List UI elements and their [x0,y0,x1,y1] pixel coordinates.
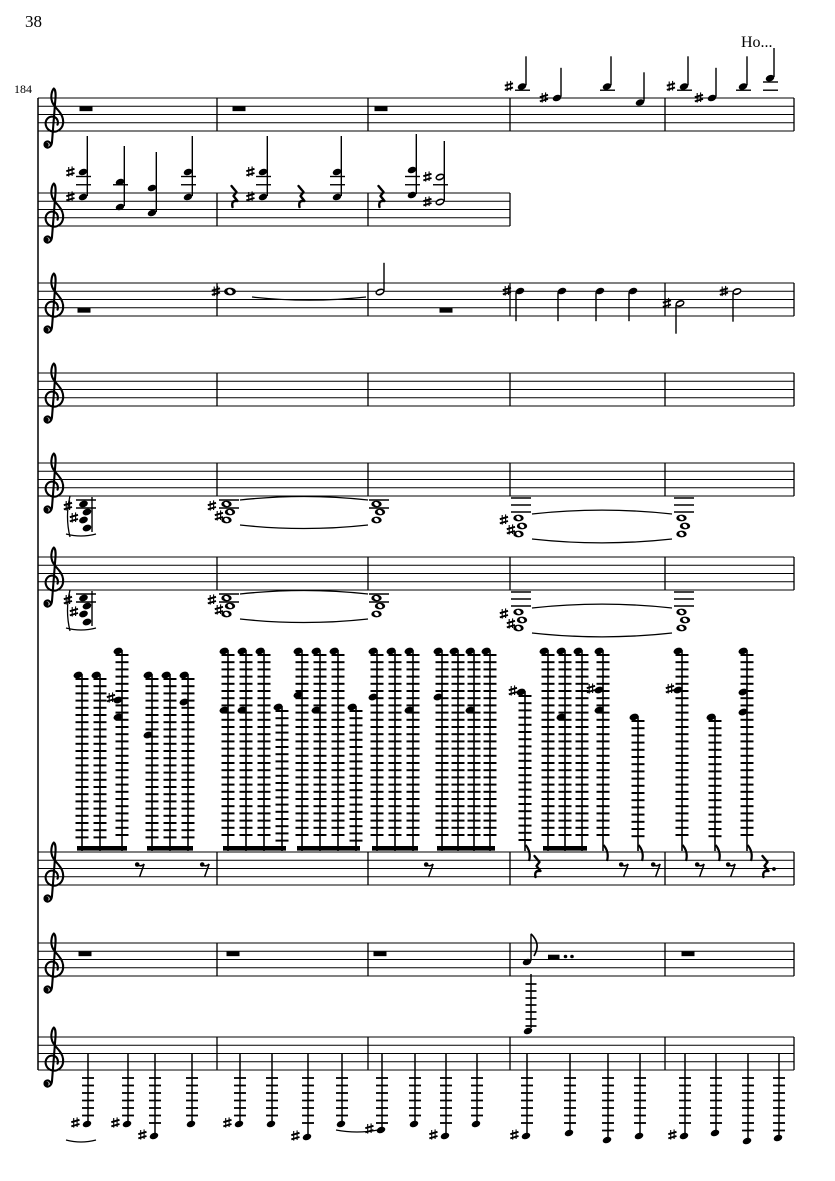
bass-note [471,1053,483,1128]
staff-2 [38,184,510,243]
tremolo-stem [143,670,159,851]
tremolo-stem [386,646,402,851]
chord [64,496,96,537]
dyad-chord [66,136,91,202]
tremolo-stem [433,646,449,851]
dyad-chords [66,134,448,217]
tremolo-stem [219,646,235,851]
chord [674,592,694,631]
chord [64,590,96,631]
bass-note [365,1053,388,1134]
staff-5 [38,454,794,513]
tremolo-stem [273,702,289,851]
bass-note [409,1053,421,1128]
tremolo-stem [179,670,195,851]
bass-note [291,1053,314,1141]
dyad-chord [330,136,345,201]
staff-7 [38,843,794,902]
tremolo-stem [556,646,572,851]
tremolo-stem [539,646,555,851]
tremolo-stem [666,646,689,861]
page-number: 38 [25,12,42,31]
note [763,48,778,90]
tremolo-stem [368,646,384,851]
bass-note [429,1053,452,1140]
chord [208,500,239,523]
bass-note [111,1053,134,1128]
tremolo-stem [509,685,532,861]
tremolo-stem [293,646,309,851]
staff-8 [38,934,794,993]
bass-note [564,1053,576,1137]
tremolo-stem [587,646,610,861]
chord [674,498,694,537]
note [667,56,692,91]
tremolo-stem [329,646,345,851]
tremolo-stem [91,670,107,851]
staff8-voice [523,955,574,1036]
tremolo-stem [481,646,497,851]
chord [500,592,531,631]
tremolo-stem [573,646,589,851]
tremolo-stem [465,646,481,851]
chord [500,498,531,537]
dyad-chord [181,136,196,201]
bass-note [773,1053,785,1142]
tremolo-stem [237,646,253,851]
bass-note [710,1053,722,1137]
note [600,56,615,91]
tremolo-stem [311,646,327,851]
bass-notes [71,1053,785,1145]
tremolo-stem [347,702,363,851]
bass-note [266,1053,278,1128]
tremolo-stem [738,646,754,861]
bass-note [138,1053,161,1140]
tremolo-stem [404,646,420,851]
staff-4 [38,364,794,423]
bass-note [186,1053,198,1128]
staff-6 [38,548,794,607]
note [540,68,562,103]
bass-note [668,1053,691,1140]
dyad-chord [423,141,448,207]
chord [208,594,239,617]
dyad-chord [147,152,157,217]
bass-note [510,1053,533,1140]
bass-note [634,1053,646,1140]
note [374,263,385,297]
note [505,56,530,91]
tremolo-stem [107,646,129,851]
bass-note [336,1053,348,1128]
chord [369,594,389,617]
barlines [38,98,794,1070]
note [522,934,537,967]
measure-number: 184 [14,82,32,96]
note [635,72,645,107]
low-chords [64,496,694,631]
bass-note [602,1053,614,1144]
lyric-text: Ho... [741,34,773,51]
dyad-chord [405,134,420,199]
tremolo-stem [449,646,465,851]
bass-note [223,1053,246,1128]
note [695,68,717,103]
bass-note [742,1053,754,1145]
bass-note [71,1053,94,1128]
note [736,56,751,91]
chord [369,500,389,523]
tremolo-stem [706,712,722,861]
tremolo-stem [161,670,177,851]
dyad-chord [246,136,271,202]
tremolo-stem [629,712,645,861]
tremolo-staff [73,646,776,877]
tremolo-stem [73,670,89,851]
tremolo-stem [255,646,271,851]
